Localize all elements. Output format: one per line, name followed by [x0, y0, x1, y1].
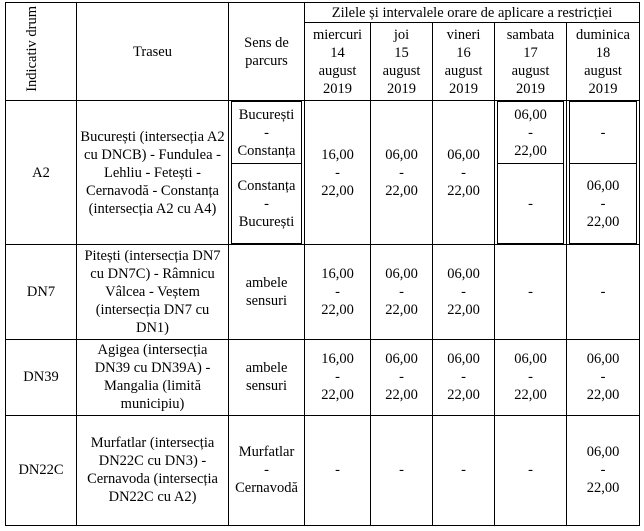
day-year: 2019 — [449, 80, 478, 97]
time-sep: - — [600, 369, 606, 386]
road-cell: DN39 — [6, 339, 77, 415]
time-sat-dir1 — [498, 102, 564, 164]
direction-from: Constanța — [237, 177, 296, 194]
direction-cell — [229, 415, 305, 525]
time-sep: - — [399, 284, 404, 301]
time-end: 22,00 — [514, 142, 547, 159]
header-row-top — [6, 3, 640, 23]
time-sep: - — [399, 164, 404, 181]
time-end: 22,00 — [321, 302, 354, 319]
direction-to: Constanța — [237, 142, 296, 159]
day-month: august — [444, 62, 483, 79]
time-cell-sun: - — [567, 245, 640, 339]
time-sun-dir1: - — [570, 102, 637, 164]
time-cell-wed — [305, 339, 371, 415]
table-row-dn7 — [6, 245, 640, 339]
time-start: 16,00 — [321, 351, 354, 368]
day-number: 17 — [523, 44, 538, 61]
table-row-dn39 — [6, 339, 640, 415]
header-day-wed — [305, 23, 371, 101]
road-cell: A2 — [6, 101, 77, 245]
time-cell-thu — [371, 339, 433, 415]
direction-split — [231, 101, 302, 244]
header-day-sat — [495, 23, 567, 101]
time-cell-sun — [567, 415, 640, 525]
day-number: 18 — [595, 44, 611, 61]
time-sep: - — [335, 164, 340, 181]
day-number: 16 — [456, 44, 471, 61]
road-cell: DN22C — [6, 415, 77, 525]
time-start: 06,00 — [514, 106, 547, 123]
day-weekday: joi — [393, 26, 410, 43]
time-sep: - — [600, 195, 606, 212]
day-year: 2019 — [323, 80, 352, 97]
day-number: 14 — [330, 44, 345, 61]
time-start: 06,00 — [586, 351, 620, 368]
time-sat-dir2: - — [498, 164, 564, 244]
table-row-a2 — [6, 101, 640, 245]
time-cell-wed — [305, 101, 371, 245]
time-start: 06,00 — [447, 266, 480, 283]
direction-cell: ambele sensuri — [229, 245, 305, 339]
time-sep: - — [600, 462, 606, 479]
time-start: 06,00 — [385, 266, 418, 283]
route-cell: București (intersecția A2 cu DNCB) - Fundulea - Lehliu - Fetești - Cernavodă - Constanța (intersecția A2 cu A4) — [77, 101, 229, 245]
time-cell-wed: - — [305, 415, 371, 525]
direction-to: Cernavodă — [235, 480, 298, 497]
direction-2 — [232, 164, 302, 244]
time-start: 06,00 — [586, 444, 620, 461]
time-cell-sat: - — [495, 415, 567, 525]
time-end: 22,00 — [514, 387, 547, 404]
time-sep: - — [461, 164, 466, 181]
direction-cell: ambele sensuri — [229, 339, 305, 415]
sun-split — [569, 101, 637, 244]
time-cell-fri — [433, 245, 495, 339]
direction-from: Murfatlar — [238, 444, 295, 461]
header-day-sun — [567, 23, 640, 101]
direction-sep: - — [264, 124, 269, 141]
time-sep: - — [528, 124, 533, 141]
time-end: 22,00 — [447, 387, 480, 404]
time-cell-wed — [305, 245, 371, 339]
time-end: 22,00 — [586, 387, 620, 404]
time-sun-dir2 — [570, 164, 637, 244]
header-road-label: Indicativ drum — [24, 6, 40, 92]
direction-1 — [232, 102, 302, 164]
time-end: 22,00 — [586, 213, 620, 230]
time-end: 22,00 — [385, 302, 418, 319]
day-month: august — [584, 62, 622, 79]
header-day-fri — [433, 23, 495, 101]
time-cell-thu — [371, 101, 433, 245]
time-cell-fri: - — [433, 415, 495, 525]
day-year: 2019 — [516, 80, 545, 97]
time-start: 06,00 — [385, 351, 418, 368]
time-end: 22,00 — [385, 182, 418, 199]
time-cell-sat: - — [495, 245, 567, 339]
day-weekday: miercuri — [312, 26, 363, 43]
route-cell: Agigea (intersecția DN39 cu DN39A) - Mangalia (limită municipiu) — [77, 339, 229, 415]
time-sep: - — [461, 369, 466, 386]
time-cell-thu — [371, 245, 433, 339]
day-weekday: vineri — [446, 26, 481, 43]
time-sep: - — [335, 369, 340, 386]
day-year: 2019 — [387, 80, 416, 97]
direction-sep: - — [264, 462, 269, 479]
time-cell-fri — [433, 339, 495, 415]
day-month: august — [382, 62, 421, 79]
time-end: 22,00 — [447, 182, 480, 199]
time-start: 06,00 — [447, 146, 480, 163]
direction-cell — [229, 101, 305, 245]
day-month: august — [318, 62, 357, 79]
route-cell: Pitești (intersecția DN7 cu DN7C) - Râmnicu Vâlcea - Veștem (intersecția DN7 cu DN1) — [77, 245, 229, 339]
road-cell: DN7 — [6, 245, 77, 339]
day-weekday: duminica — [576, 26, 630, 43]
time-sep: - — [528, 369, 533, 386]
time-start: 06,00 — [385, 146, 418, 163]
header-day-thu — [371, 23, 433, 101]
time-cell-sun — [567, 101, 640, 245]
time-end: 22,00 — [321, 182, 354, 199]
time-start: 06,00 — [586, 177, 620, 194]
direction-from: București — [238, 106, 295, 123]
time-sep: - — [335, 284, 340, 301]
time-cell-sun — [567, 339, 640, 415]
time-end: 22,00 — [385, 387, 418, 404]
day-year: 2019 — [588, 80, 618, 97]
time-start: 06,00 — [514, 351, 547, 368]
table-row-dn22c — [6, 415, 640, 525]
time-cell-sat — [495, 101, 567, 245]
day-number: 15 — [394, 44, 409, 61]
time-cell-fri — [433, 101, 495, 245]
direction-to: București — [238, 213, 295, 230]
day-weekday: sambata — [506, 26, 555, 43]
time-start: 16,00 — [321, 146, 354, 163]
time-sep: - — [461, 284, 466, 301]
header-days-group: Zilele și intervalele orare de aplicare a restricției — [305, 3, 640, 23]
time-cell-thu: - — [371, 415, 433, 525]
time-end: 22,00 — [586, 480, 620, 497]
restrictions-table — [5, 2, 640, 526]
time-cell-sat — [495, 339, 567, 415]
header-route: Traseu — [77, 3, 229, 101]
route-cell: Murfatlar (intersecția DN22C cu DN3) - Cernavoda (intersecția DN22C cu A2) — [77, 415, 229, 525]
sat-split — [497, 101, 564, 244]
time-end: 22,00 — [321, 387, 354, 404]
time-start: 06,00 — [447, 351, 480, 368]
header-direction: Sens de parcurs — [229, 3, 305, 101]
time-start: 16,00 — [321, 266, 354, 283]
header-road — [6, 3, 77, 101]
time-sep: - — [399, 369, 404, 386]
direction-sep: - — [264, 195, 269, 212]
day-month: august — [511, 62, 550, 79]
time-end: 22,00 — [447, 302, 480, 319]
